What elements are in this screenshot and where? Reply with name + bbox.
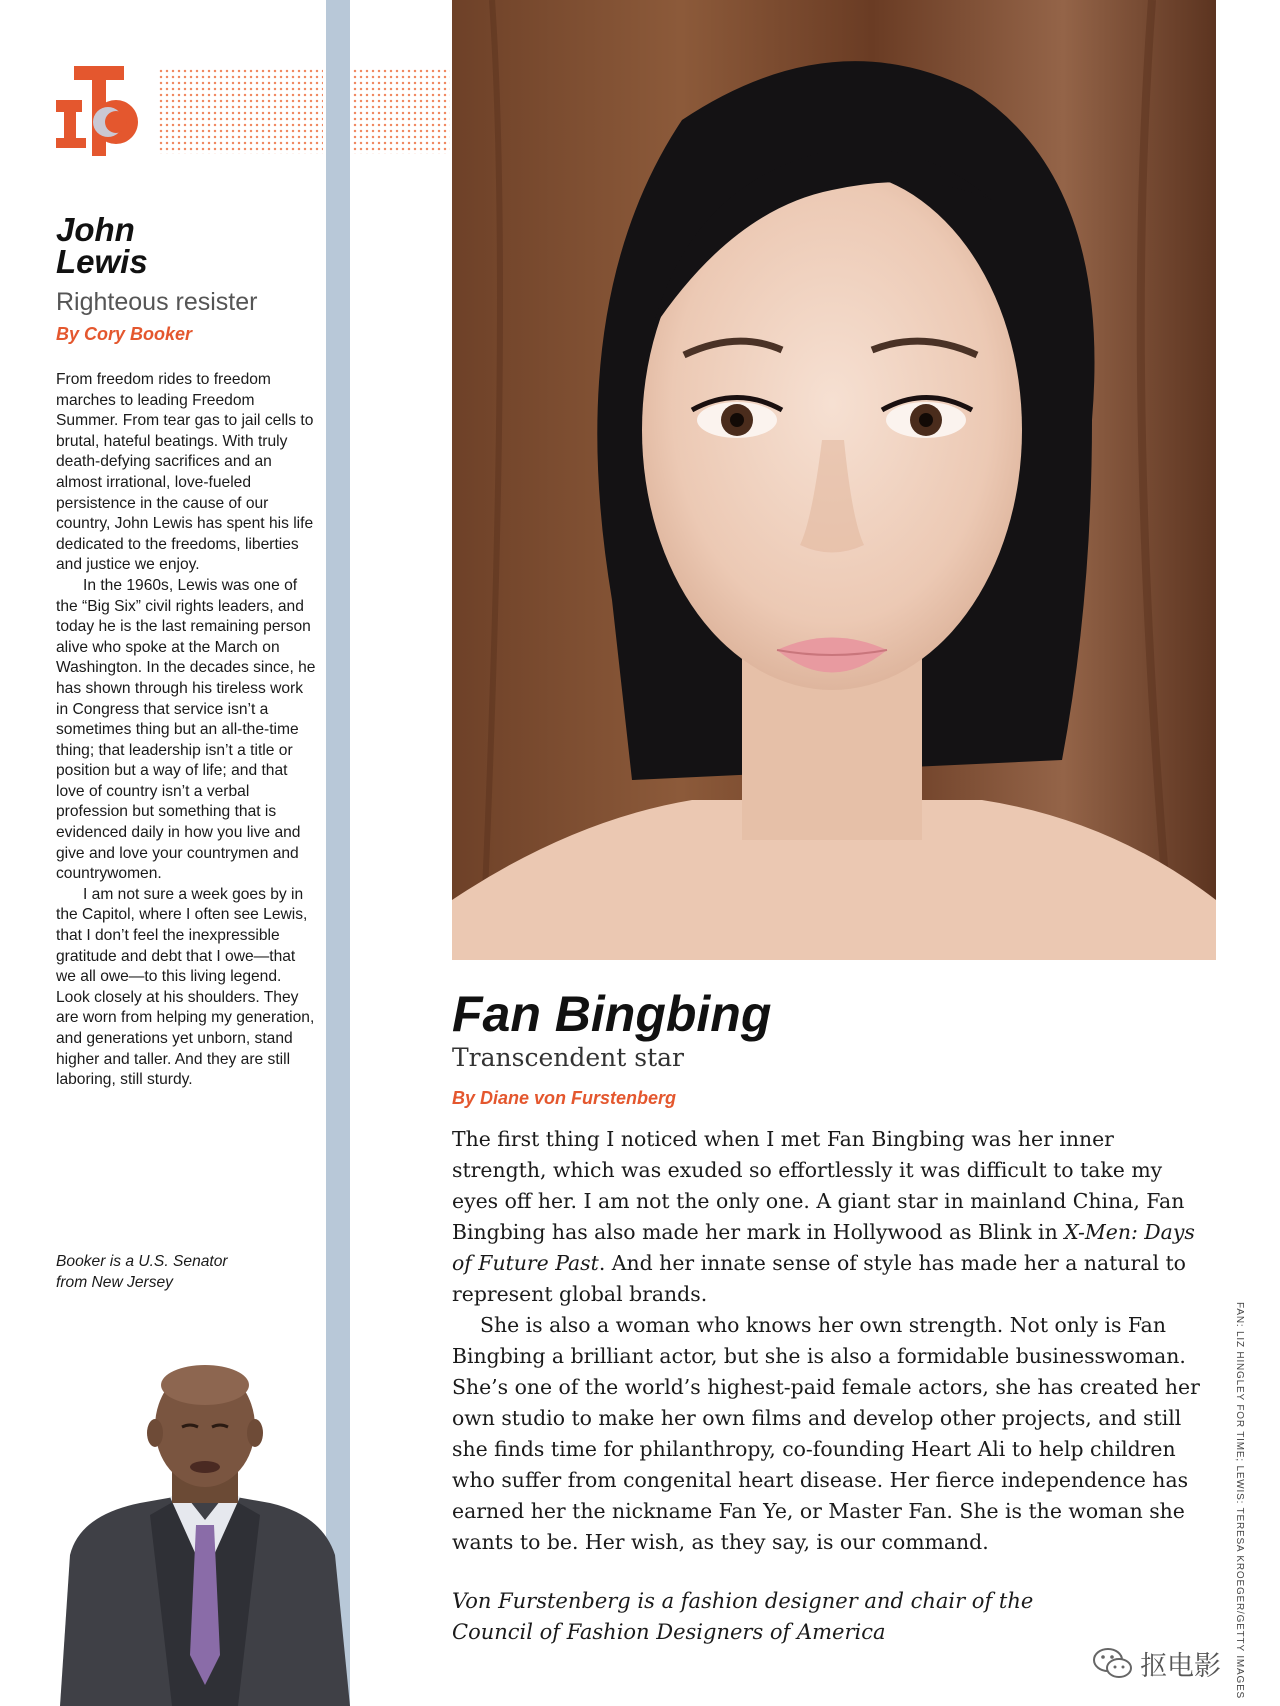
john-lewis-photo xyxy=(60,1355,350,1706)
watermark xyxy=(1092,1644,1221,1683)
main-paragraph-2: She is also a woman who knows her own strength. Not only is Fan Bingbing a brilliant actor, but she is also a formidable businesswoman. She’s one of the world’s highest-paid female actors, she has created her own studio to make her own films and develop other projects, and still she finds time for philanthropy, co-founding Heart Ali to help children who suffer from congenital heart disease. Her fierce independence has earned her the nickname Fan Ye, or Master Fan. She is the woman she wants to be. Her wish, as they say, is our command. xyxy=(452,1313,1200,1554)
film-title: X-Men: Days of Future Past xyxy=(452,1220,1195,1275)
sidebar-author-credit xyxy=(56,1251,306,1293)
main-credit-line: Council of Fashion Designers of America xyxy=(452,1620,886,1644)
main-author-credit xyxy=(452,1586,1212,1648)
main-tagline: Transcendent star xyxy=(452,1043,684,1072)
main-profile-name: Fan Bingbing xyxy=(452,986,772,1042)
sidebar-paragraph: From freedom rides to freedom marches to leading Freedom Summer. From tear gas to jail cells to brutal, hateful beatings. With truly death-defying sacrifices and an almost irrational, love-fueled persistence in the cause of our country, John Lewis has spent his life dedicated to the freedoms, liberties and justice we enjoy. xyxy=(56,371,314,574)
sidebar-name-first: John xyxy=(56,211,135,248)
halftone-pattern xyxy=(352,68,450,154)
sidebar-tagline: Righteous resister xyxy=(56,288,258,316)
watermark-text: 抠电影 xyxy=(1140,1651,1221,1681)
sidebar-name-last: Lewis xyxy=(56,243,148,280)
photo-credit: FAN: LIZ HINGLEY FOR TIME; LEWIS: TERESA KROEGER/GETTY IMAGES xyxy=(1234,1302,1245,1700)
wechat-icon xyxy=(1092,1646,1134,1682)
sidebar-profile-name xyxy=(56,211,148,280)
sidebar-byline: By Cory Booker xyxy=(56,324,193,344)
sidebar-credit-line: Booker is a U.S. Senator xyxy=(56,1253,228,1270)
halftone-pattern xyxy=(158,68,323,154)
main-credit-line: Von Furstenberg is a fashion designer and chair of the xyxy=(452,1589,1034,1613)
main-byline: By Diane von Furstenberg xyxy=(452,1088,677,1108)
main-article-body xyxy=(452,1124,1212,1558)
main-paragraph-text: The first thing I noticed when I met Fan Bingbing was her inner strength, which was exuded so effortlessly it was difficult to take my eyes off her. I am not the only one. A giant star in mainland China, Fan Bingbing has also made her mark in Hollywood as Blink in xyxy=(452,1127,1185,1244)
sidebar-paragraph: I am not sure a week goes by in the Capitol, where I often see Lewis, that I don’t feel the inexpressible gratitude and debt that I owe—that we all owe—to this living legend. Look closely at his shoulders. They are worn from helping my generation, and generations yet unborn, stand higher and taller. And they are still laboring, still sturdy. xyxy=(56,885,315,1089)
sidebar-credit-line: from New Jersey xyxy=(56,1274,173,1291)
fan-bingbing-portrait-photo xyxy=(452,0,1216,960)
sidebar-article-body xyxy=(56,370,318,1091)
time-100-logo xyxy=(56,66,140,156)
sidebar-paragraph: In the 1960s, Lewis was one of the “Big Six” civil rights leaders, and today he is the last remaining person alive who spoke at the March on Washington. In the decades since, he has shown through his tireless work in Congress that service isn’t a sometimes thing but an all-the-time thing; that leadership isn’t a title or position but a way of life; and that love of country isn’t a verbal profession but something that is evidenced daily in how you live and give and love your countrymen and countrywomen. xyxy=(56,576,316,883)
main-paragraph-text: . And her innate sense of style has made her a natural to represent global brands. xyxy=(452,1251,1186,1306)
main-paragraph-1 xyxy=(452,1124,1212,1310)
